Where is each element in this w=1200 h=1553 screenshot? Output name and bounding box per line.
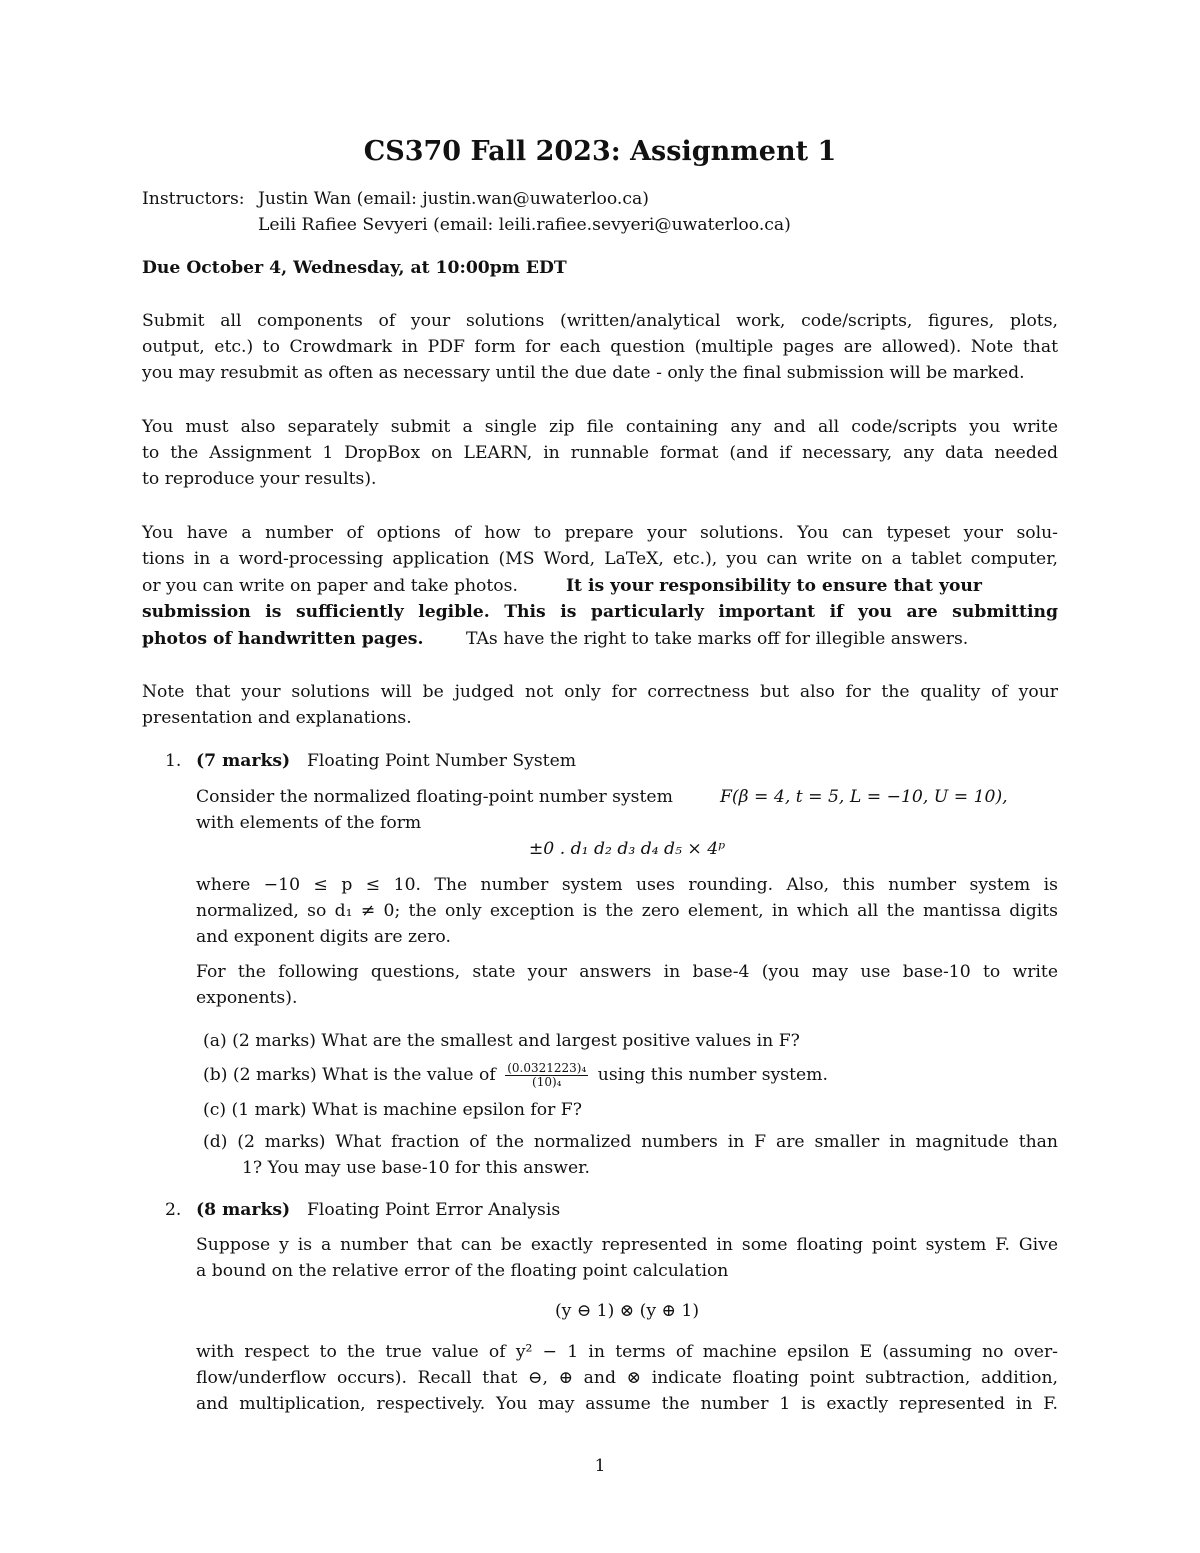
q1-follow-line1: For the following questions, state your answers in base-4 (you may use base-10 to write	[196, 962, 1058, 982]
fraction-denominator: (10)₄	[532, 1075, 562, 1089]
q2-heading: Floating Point Error Analysis	[307, 1200, 561, 1220]
q1-formula: ±0 . d₁ d₂ d₃ d₄ d₅ × 4ᵖ	[528, 839, 726, 859]
para3-line5b: TAs have the right to take marks off for illegible answers.	[466, 629, 969, 649]
q1-where-line1: where −10 ≤ p ≤ 10. The number system uses rounding. Also, this number system is	[196, 875, 1058, 895]
due-date: Due October 4, Wednesday, at 10:00pm EDT	[142, 258, 567, 278]
q1-part-d-line1: (d) (2 marks) What fraction of the normalized numbers in F are smaller in magnitude than	[203, 1132, 1058, 1152]
para1-line3: you may resubmit as often as necessary until the due date - only the final submission will be marked.	[142, 363, 1025, 383]
para4-line2: presentation and explanations.	[142, 708, 412, 728]
q1-part-b-suffix: using this number system.	[597, 1065, 828, 1085]
q2-line4: flow/underflow occurs). Recall that ⊖, ⊕ and ⊗ indicate floating point subtraction, addition,	[196, 1368, 1058, 1388]
para3-line1: You have a number of options of how to prepare your solutions. You can typeset your solu-	[142, 523, 1058, 543]
instructors-label: Instructors:	[142, 189, 245, 209]
q1-part-c: (c) (1 mark) What is machine epsilon for F?	[203, 1100, 582, 1120]
q1-marks: (7 marks)	[196, 751, 291, 771]
q1-follow-line2: exponents).	[196, 988, 298, 1008]
q1-intro-line1a: Consider the normalized floating-point number system	[196, 787, 673, 807]
q1-number: 1.	[165, 751, 182, 771]
q2-formula: (y ⊖ 1) ⊗ (y ⊕ 1)	[554, 1301, 700, 1321]
page-number: 1	[594, 1456, 606, 1476]
q1-where-line2: normalized, so d₁ ≠ 0; the only exception is the zero element, in which all the mantissa digits	[196, 901, 1058, 921]
q2-marks: (8 marks)	[196, 1200, 291, 1220]
para1-line1: Submit all components of your solutions (written/analytical work, code/scripts, figures, plots,	[142, 311, 1058, 331]
q1-part-d-line2: 1? You may use base-10 for this answer.	[242, 1158, 590, 1178]
q1-part-a: (a) (2 marks) What are the smallest and largest positive values in F?	[203, 1031, 800, 1051]
para3-line5a: photos of handwritten pages.	[142, 629, 424, 649]
para2-line2: to the Assignment 1 DropBox on LEARN, in runnable format (and if necessary, any data needed	[142, 443, 1058, 463]
q1-intro-line1b: F(β = 4, t = 5, L = −10, U = 10),	[720, 787, 1008, 807]
q1-part-b-fraction	[505, 1062, 588, 1089]
para2-line3: to reproduce your results).	[142, 469, 377, 489]
para3-line2: tions in a word-processing application (MS Word, LaTeX, etc.), you can write on a tablet computer,	[142, 549, 1058, 569]
q2-number: 2.	[165, 1200, 182, 1220]
fraction-numerator: (0.0321223)₄	[507, 1061, 587, 1075]
q1-part-b-prefix: (b) (2 marks) What is the value of	[203, 1065, 496, 1085]
para3-line4: submission is sufficiently legible. This is particularly important if you are submitting	[142, 602, 1058, 622]
para1-line2: output, etc.) to Crowdmark in PDF form for each question (multiple pages are allowed). Note that	[142, 337, 1058, 357]
page-title: CS370 Fall 2023: Assignment 1	[363, 136, 837, 167]
para2-line1: You must also separately submit a single zip file containing any and all code/scripts you write	[142, 417, 1058, 437]
instructor-line-2: Leili Rafiee Sevyeri (email: leili.rafiee.sevyeri@uwaterloo.ca)	[258, 215, 791, 235]
q2-line5: and multiplication, respectively. You may assume the number 1 is exactly represented in F.	[196, 1394, 1058, 1414]
instructor-line-1: Justin Wan (email: justin.wan@uwaterloo.ca)	[258, 189, 649, 209]
para4-line1: Note that your solutions will be judged not only for correctness but also for the quality of your	[142, 682, 1058, 702]
para3-line3a: or you can write on paper and take photos.	[142, 576, 518, 596]
q2-line3: with respect to the true value of y² − 1 in terms of machine epsilon E (assuming no over-	[196, 1342, 1058, 1362]
q2-line2: a bound on the relative error of the floating point calculation	[196, 1261, 729, 1281]
q1-where-line3: and exponent digits are zero.	[196, 927, 451, 947]
q1-part-b	[203, 1062, 828, 1089]
q1-intro-line2: with elements of the form	[196, 813, 422, 833]
q1-heading: Floating Point Number System	[307, 751, 577, 771]
para3-line3b: It is your responsibility to ensure that your	[566, 576, 982, 596]
q2-line1: Suppose y is a number that can be exactly represented in some floating point system F. Give	[196, 1235, 1058, 1255]
